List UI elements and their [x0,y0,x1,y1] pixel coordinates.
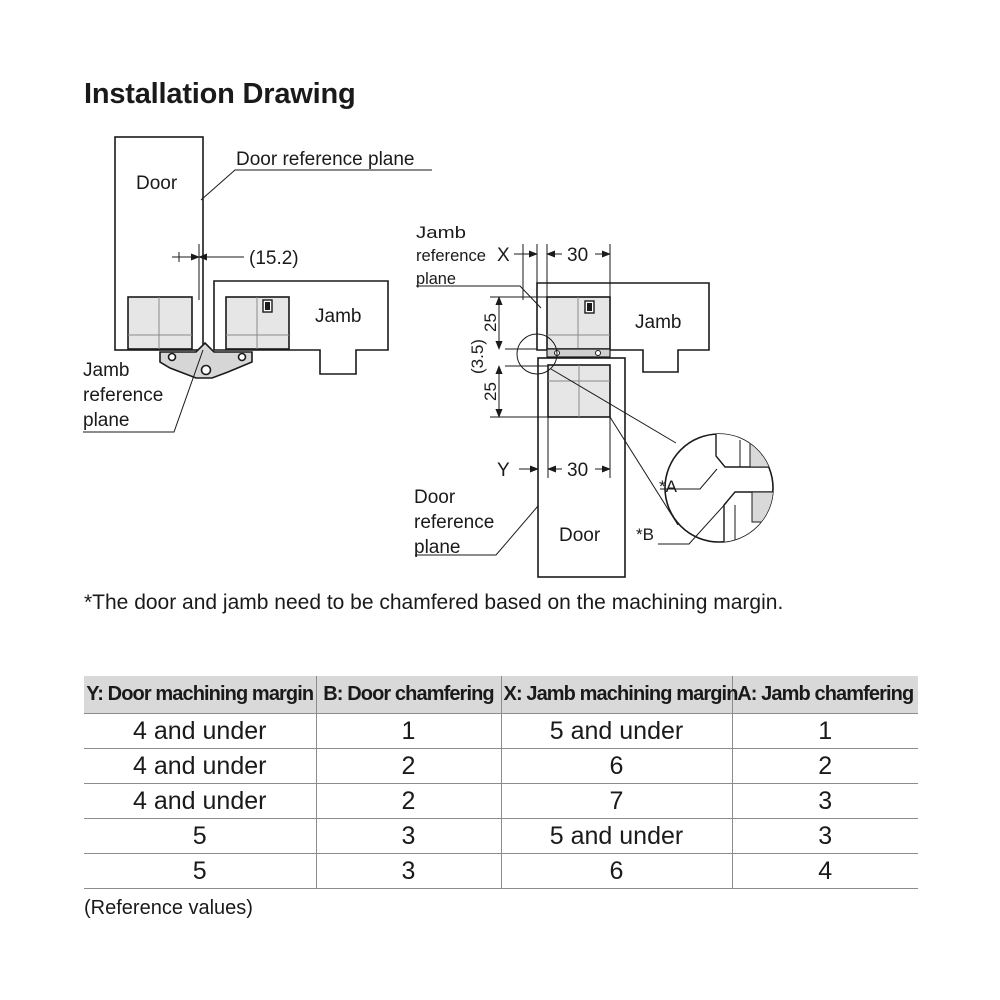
right-door-reference-plane-1: Door [414,487,456,508]
left-hinge-body-door [128,297,192,349]
table-cell: 7 [501,784,732,819]
table-cell: 6 [501,749,732,784]
table-cell: 3 [316,854,501,889]
dim-30-top: 30 [567,245,589,266]
right-door-reference-plane-3: plane [414,537,461,558]
table-cell: 4 and under [84,749,316,784]
table-cell: 3 [316,819,501,854]
dim-30-bottom: 30 [567,460,589,481]
right-door-label: Door [559,525,601,546]
table-cell: 1 [732,714,918,749]
table-row [84,784,918,819]
table-cell: 4 and under [84,714,316,749]
table-cell: 5 [84,819,316,854]
table-cell: 4 [732,854,918,889]
table-row [84,714,918,749]
table-cell: 5 and under [501,819,732,854]
left-jamb-reference-plane-1: Jamb [83,360,130,381]
machining-margin-table [84,676,918,889]
table-cell: 3 [732,784,918,819]
page-title: Installation Drawing [84,78,356,110]
left-jamb-label: Jamb [315,306,362,327]
table-cell: 6 [501,854,732,889]
dim-15-2: (15.2) [249,248,299,269]
table-row [84,749,918,784]
right-jamb-reference-plane-2: reference [416,246,486,265]
header-b-door-chamfer: B: Door chamfering [316,676,501,714]
dim-25-bottom: 25 [481,382,500,401]
table-cell: 1 [316,714,501,749]
table-cell: 4 and under [84,784,316,819]
right-jamb-reference-plane-1: Jamb [416,223,466,242]
callout-b: *B [636,525,654,544]
door-reference-plane-label: Door reference plane [236,149,415,170]
chamfer-note: *The door and jamb need to be chamfered based on the machining margin. [84,591,784,614]
table-row [84,819,918,854]
left-jamb-reference-plane-3: plane [83,410,130,431]
table-cell: 2 [732,749,918,784]
left-door-label: Door [136,173,178,194]
left-jamb-reference-plane-2: reference [83,385,164,406]
table-cell: 2 [316,749,501,784]
right-jamb-label: Jamb [635,312,682,333]
x-label: X [497,245,510,266]
reference-values-note: (Reference values) [84,897,253,919]
dim-3-5: (3.5) [468,339,487,374]
table-cell: 2 [316,784,501,819]
table-cell: 3 [732,819,918,854]
table-header-row [84,676,918,714]
right-door-reference-plane-2: reference [414,512,495,533]
table-cell: 5 and under [501,714,732,749]
y-label: Y [497,460,510,481]
header-a-jamb-chamfer: A: Jamb chamfering [732,676,918,714]
callout-a: *A [659,477,677,496]
header-x-jamb-margin: X: Jamb machining margin [501,676,732,714]
table-row [84,854,918,889]
dim-25-top: 25 [481,313,500,332]
header-y-door-margin: Y: Door machining margin [84,676,316,714]
right-jamb-reference-plane-3: plane [416,269,456,288]
table-cell: 5 [84,854,316,889]
